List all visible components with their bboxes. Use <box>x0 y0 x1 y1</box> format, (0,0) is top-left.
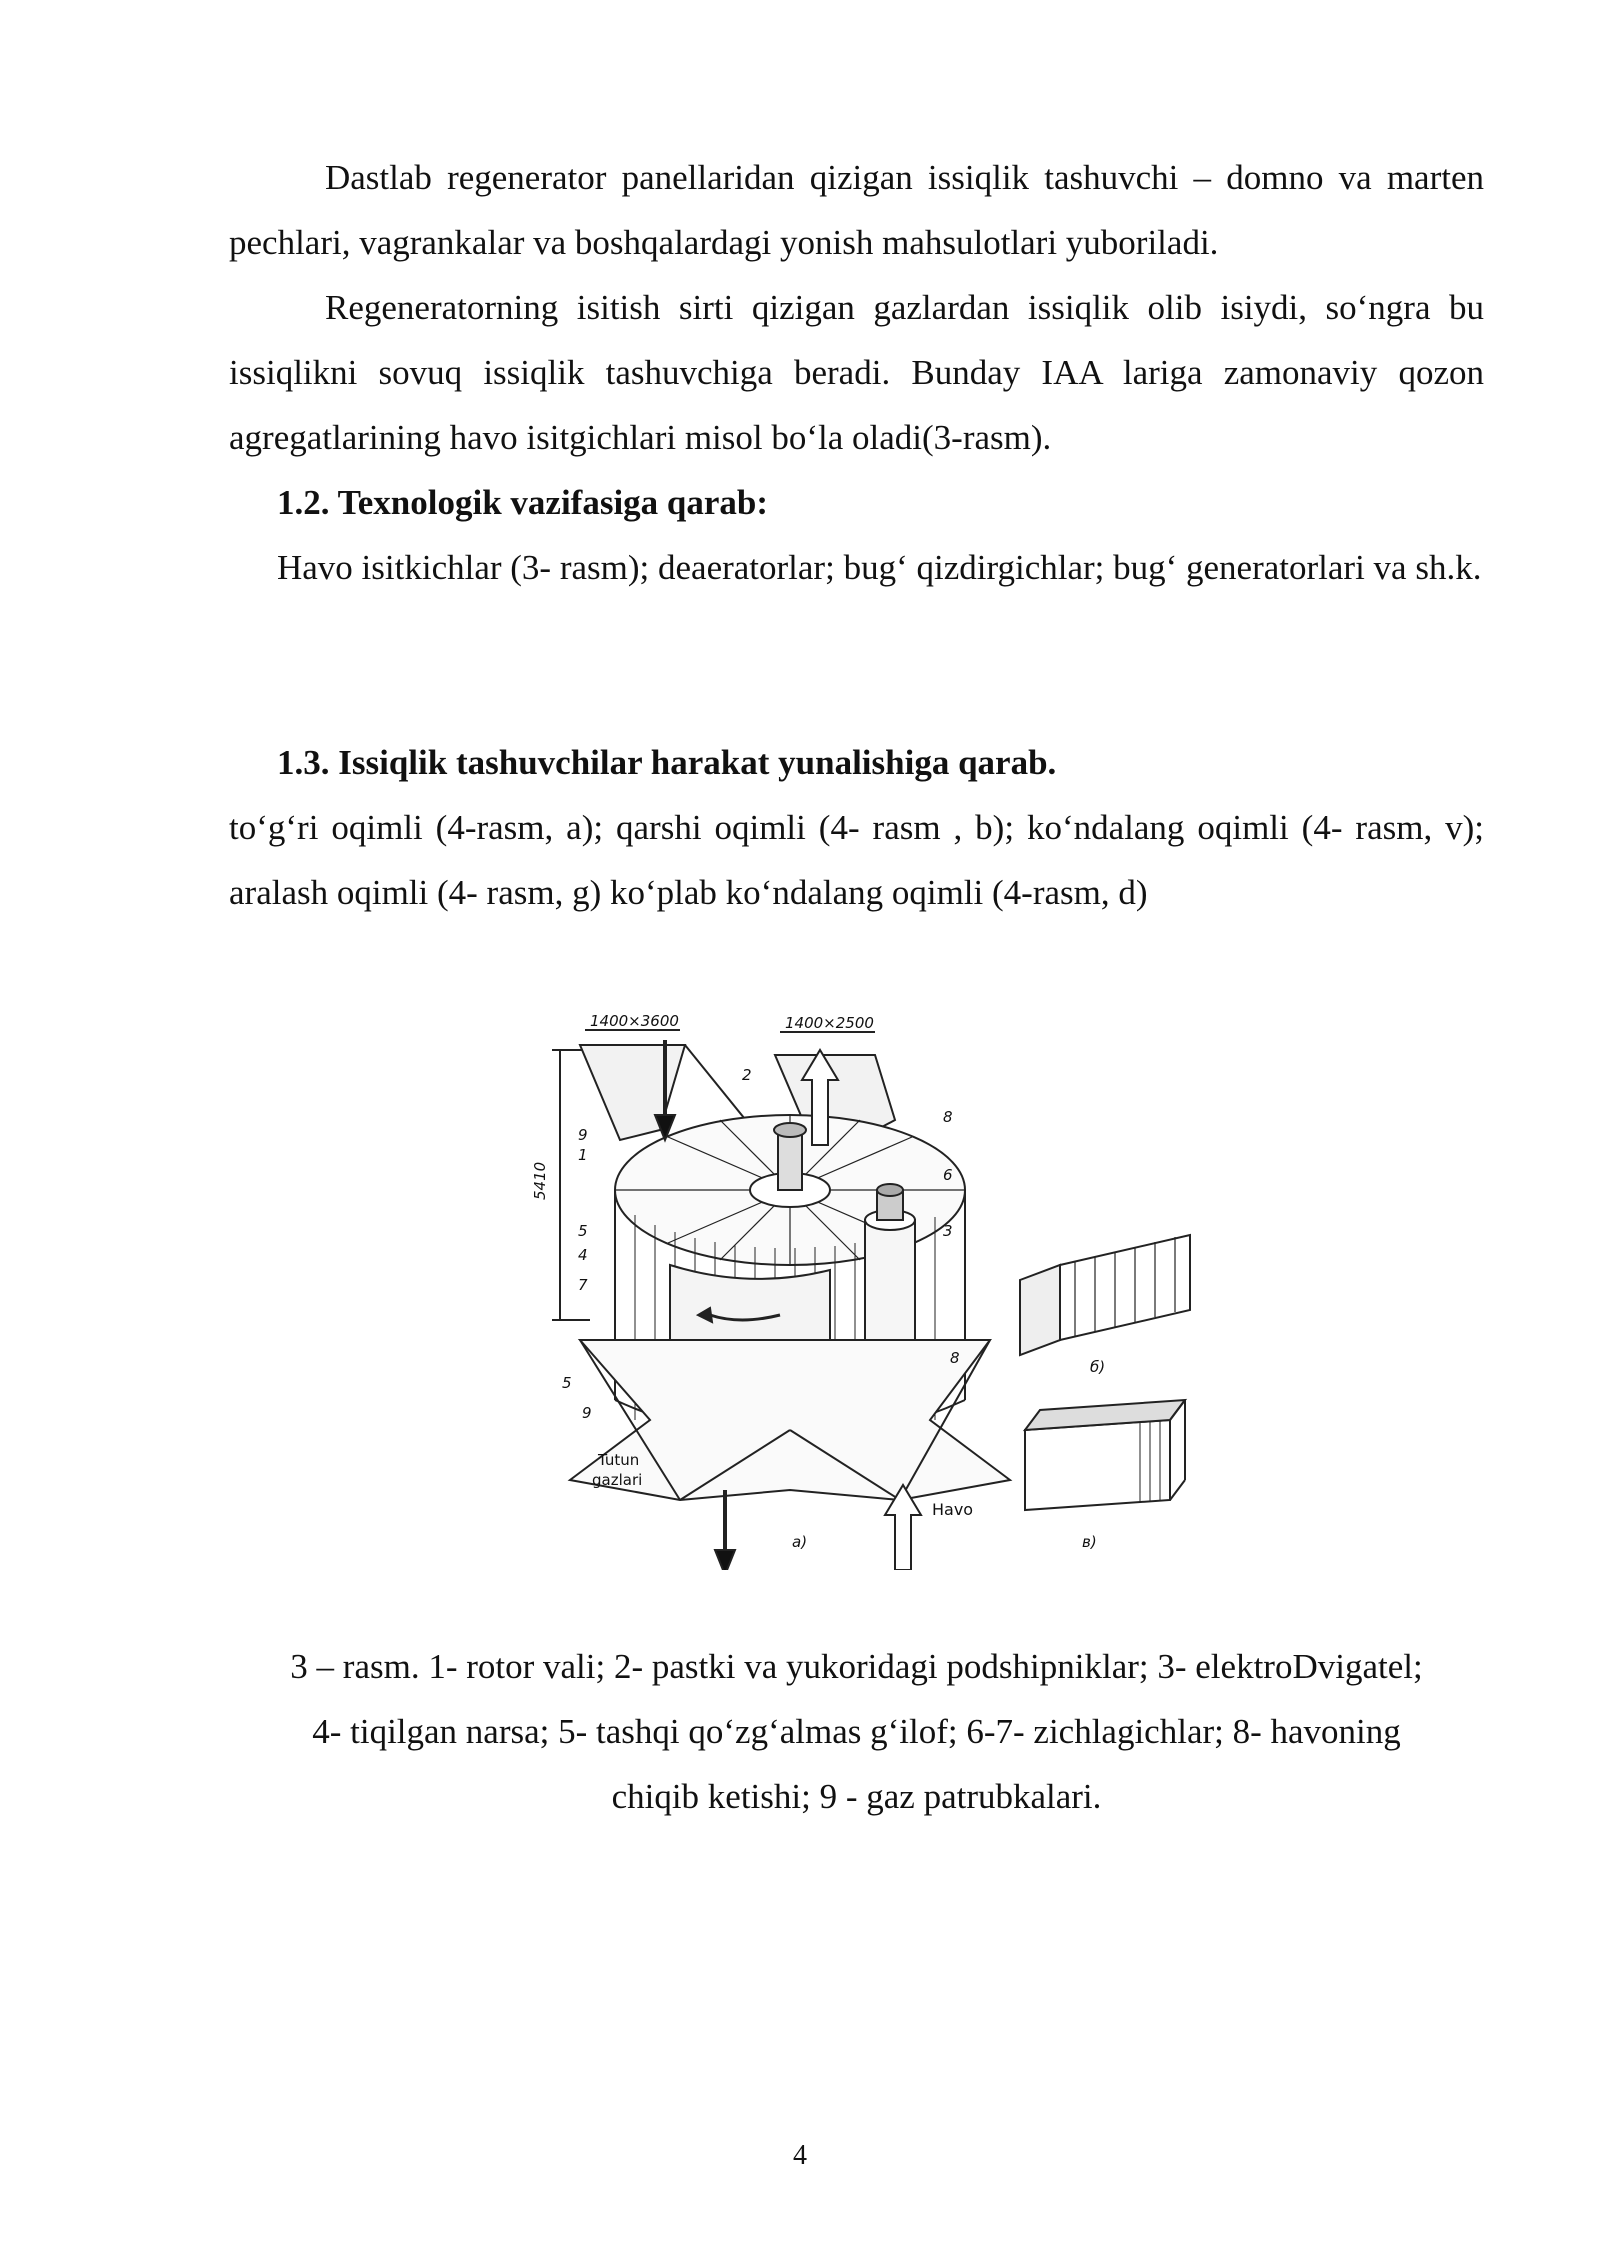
paragraph-1: Dastlab regenerator panellaridan qizigan issiqlik tashuvchi – domno va marten pechlari, vagrankalar va boshqalardagi yonish mahsulotlari yuboriladi. <box>229 158 1484 262</box>
dim-label-height: 5410 <box>531 1161 549 1200</box>
section-heading-1-3: 1.3. Issiqlik tashuvchilar harakat yunalishiga qarab. <box>277 743 1057 782</box>
section-heading-1-2: 1.2. Texnologik vazifasiga qarab: <box>277 483 769 522</box>
regenerator-drawing <box>520 1010 1220 1570</box>
part-number-2: 2 <box>742 1066 752 1084</box>
body-text-2 <box>229 730 1484 925</box>
label-smoke-word: Tutun <box>598 1451 640 1469</box>
caption-line-1: 3 – rasm. 1- rotor vali; 2- pastki va yukoridagi podshipniklar; 3- elektroDvigatel; <box>290 1647 1423 1686</box>
caption-line-3: chiqib ketishi; 9 - gaz patrubkalari. <box>611 1777 1102 1816</box>
sub-label-v: в) <box>1082 1533 1097 1551</box>
dim-label-right: 1400×2500 <box>785 1014 874 1032</box>
body-text <box>229 145 1484 600</box>
label-air: Havo <box>932 1500 974 1519</box>
part-number-5-top: 5 <box>578 1222 588 1240</box>
part-number-1: 1 <box>578 1146 588 1164</box>
part-number-6: 6 <box>943 1166 953 1184</box>
figure-regenerator <box>520 1010 1220 1570</box>
part-number-9-bottom: 9 <box>582 1404 592 1422</box>
part-number-8-top: 8 <box>943 1108 953 1126</box>
part-number-8-bottom: 8 <box>950 1349 960 1367</box>
paragraph-2: Regeneratorning isitish sirti qizigan gazlardan issiqlik olib isiydi, so‘ngra bu issiqlikni sovuq issiqlik tashuvchiga beradi. Bunday IAA lariga zamonaviy qozon agregatlarining havo isitgichlari misol bo‘la oladi(3-rasm). <box>229 288 1484 457</box>
paragraph-4: to‘g‘ri oqimli (4-rasm, a); qarshi oqimli (4- rasm , b); ko‘ndalang oqimli (4- rasm, v); aralash oqimli (4- rasm, g) ko‘plab ko‘ndalang oqimli (4-rasm, d) <box>229 808 1484 912</box>
page-number: 4 <box>793 2140 807 2171</box>
part-number-9-top: 9 <box>578 1126 588 1144</box>
part-number-4: 4 <box>578 1246 588 1264</box>
part-number-5-bottom: 5 <box>562 1374 572 1392</box>
figure-caption <box>229 1634 1484 1829</box>
label-smoke-word: gazlari <box>592 1471 643 1489</box>
paragraph-3: Havo isitkichlar (3- rasm); deaeratorlar; bug‘ qizdirgichlar; bug‘ generatorlari va sh.k. <box>277 548 1482 587</box>
part-number-3: 3 <box>943 1222 953 1240</box>
caption-line-2: 4- tiqilgan narsa; 5- tashqi qo‘zg‘almas g‘ilof; 6-7- zichlagichlar; 8- havoning <box>312 1712 1401 1751</box>
sub-label-b: б) <box>1090 1358 1106 1376</box>
part-number-7: 7 <box>578 1276 588 1294</box>
dim-label-left: 1400×3600 <box>590 1012 679 1030</box>
sub-label-a: a) <box>792 1533 808 1551</box>
